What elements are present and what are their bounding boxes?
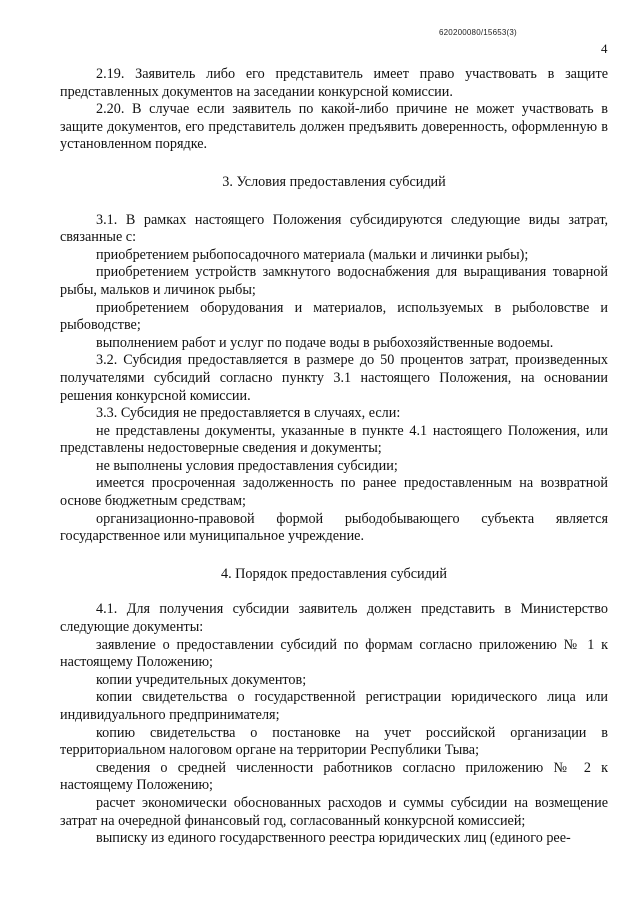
list-item: заявление о предоставлении субсидий по формам согласно приложению № 1 к настоящему Положению;: [60, 636, 608, 671]
list-item: приобретением рыбопосадочного материала (мальки и личинки рыбы);: [96, 246, 529, 263]
list-item: выполнением работ и услуг по подаче воды в рыбохозяйственные водоемы.: [96, 334, 554, 351]
list-item: не представлены документы, указанные в пункте 4.1 настоящего Положения, или представлены недостоверные сведения и документы;: [60, 422, 608, 457]
paragraph-3-2: 3.2. Субсидия предоставляется в размере до 50 процентов затрат, произведенных получателями субсидий согласно пункту 3.1 настоящего Положения, на основании решения конкурсной комиссии.: [60, 352, 608, 404]
list-item: сведения о средней численности работников согласно приложению № 2 к настоящему Положению;: [60, 759, 608, 794]
paragraph-2-20: 2.20. В случае если заявитель по какой-либо причине не может участвовать в защите документов, его представитель должен предъявить доверенность, оформленную в установленном порядке.: [60, 101, 608, 153]
paragraph-2-19: 2.19. Заявитель либо его представитель имеет право участвовать в защите представленных документов на заседании конкурсной комиссии.: [60, 66, 608, 100]
list-item: приобретением устройств замкнутого водоснабжения для выращивания товарной рыбы, мальков и личинок рыбы;: [60, 264, 608, 298]
list-item: расчет экономически обоснованных расходов и суммы субсидии на возмещение затрат на очередной финансовый год, согласованный конкурсной комиссией;: [60, 794, 608, 829]
list-item: копии свидетельства о государственной регистрации юридического лица или индивидуального предпринимателя;: [60, 689, 608, 723]
document-body: [60, 66, 608, 848]
section-heading-4: 4. Порядок предоставления субсидий: [220, 565, 447, 582]
paragraph-3-1: 3.1. В рамках настоящего Положения субсидируются следующие виды затрат, связанные с:: [60, 211, 608, 246]
document-id: 620200080/15653(3): [439, 28, 517, 37]
page-number: 4: [601, 41, 608, 56]
list-item: имеется просроченная задолженность по ранее предоставленным на возвратной основе бюджетным средствам;: [60, 475, 608, 510]
paragraph-3-3: 3.3. Субсидия не предоставляется в случаях, если:: [96, 405, 401, 422]
list-item: организационно-правовой формой рыбодобывающего субъекта является государственное или муниципальное учреждение.: [60, 510, 608, 545]
list-item: не выполнены условия предоставления субсидии;: [96, 457, 398, 474]
list-item: выписку из единого государственного реестра юридических лиц (единого рее-: [96, 830, 571, 847]
list-item: копию свидетельства о постановке на учет российской организации в территориальном налоговом органе на территории Республики Тыва;: [60, 724, 608, 759]
list-item: копии учредительных документов;: [96, 671, 307, 688]
section-heading-3: 3. Условия предоставления субсидий: [222, 173, 446, 190]
list-item: приобретением оборудования и материалов, используемых в рыболовстве и рыбоводстве;: [60, 299, 608, 334]
paragraph-4-1: 4.1. Для получения субсидии заявитель должен представить в Министерство следующие документы:: [60, 601, 608, 636]
